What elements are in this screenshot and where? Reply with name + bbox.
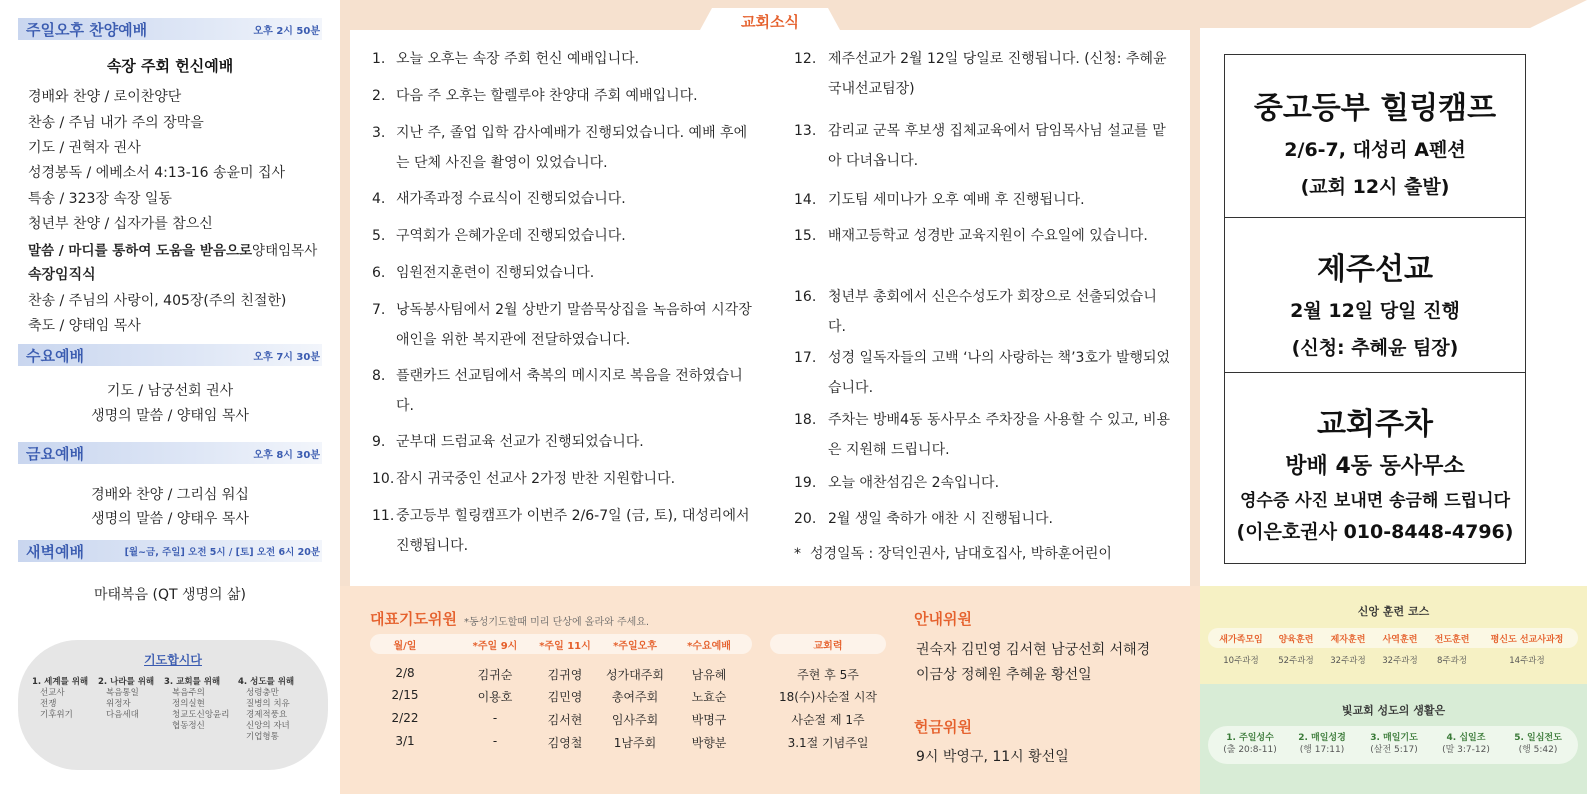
order-line: 찬송 / 주님 내가 주의 장막을 (28, 115, 204, 131)
guides-title: 안내위원 (914, 610, 972, 628)
news-item (372, 81, 752, 111)
life-ref: (말 3:7-12) (1442, 745, 1490, 755)
life-item (1358, 732, 1430, 756)
news-text: 군부대 드럼교육 선교가 진행되었습니다. (396, 434, 644, 450)
wednesday-line: 생명의 말씀 / 양태임 목사 (91, 408, 249, 424)
sunday-subtitle: 속장 주회 헌신예배 (106, 57, 234, 75)
notice-column (1200, 0, 1587, 586)
news-text: 성경 일독자들의 고백 ‘나의 사랑하는 책’3호가 발행되었습니다. (828, 350, 1171, 396)
prayer-column-head: 4. 성도를 위해 (238, 677, 295, 687)
news-num: 13. (794, 123, 817, 139)
sermon-title: 말씀 / 마디를 통하여 도움을 받음으로 (28, 243, 253, 259)
training-course-section (1200, 586, 1587, 684)
news-item (794, 116, 1174, 176)
life-name: 2. 매일성경 (1298, 733, 1346, 743)
news-item (372, 118, 752, 178)
life-ref: (살전 5:17) (1370, 745, 1418, 755)
news-text: 주차는 방배4동 동사무소 주차장을 사용할 수 있고, 비용은 지원해 드립니다. (828, 412, 1171, 458)
sermon-line (28, 239, 317, 259)
prayer-item: 성령충만 (246, 688, 279, 698)
news-num: 5. (372, 228, 386, 244)
news-title: 교회소식 (741, 13, 799, 31)
prayer-item: 경제적풍요 (246, 710, 288, 720)
news-text: 청년부 총회에서 신은수성도가 회장으로 선출되었습니다. (828, 289, 1157, 335)
news-item (794, 185, 1174, 215)
news-num: 20. (794, 511, 817, 527)
news-text: 플랜카드 선교팀에서 축복의 메시지로 복음을 전하였습니다. (396, 368, 743, 414)
section-header-dawn (18, 540, 322, 562)
table-cell: 총여주회 (611, 690, 659, 704)
order-line: 특송 / 323장 속장 일동 (28, 191, 172, 207)
table-cell: 2/22 (391, 711, 419, 725)
notice-parking (1225, 373, 1525, 563)
news-text: 새가족과정 수료식이 진행되었습니다. (396, 191, 626, 207)
prayer-item: 복음통일 (106, 688, 139, 698)
table-cell: 성가대주회 (606, 668, 664, 682)
member-life-section (1200, 684, 1587, 794)
section-header-friday (18, 442, 322, 464)
news-item (372, 184, 752, 214)
header-stripe (1200, 0, 1587, 28)
news-item (372, 501, 752, 561)
news-num: 19. (794, 475, 817, 491)
table-header: *수요예배 (687, 641, 731, 652)
friday-line: 생명의 말씀 / 양태우 목사 (91, 511, 249, 527)
notice-line: 2/6-7, 대성리 A펜션 (1284, 139, 1466, 161)
prayer-reps-title: 대표기도위원 (370, 610, 457, 628)
table-cell: 김귀영 (547, 668, 583, 682)
news-num: 8. (372, 368, 386, 384)
table-cell: 박명구 (691, 713, 727, 727)
table-header: *주일오후 (613, 641, 657, 652)
news-text: 중고등부 힐링캠프가 이번주 2/6-7일 (금, 토), 대성리에서 진행됩니다. (396, 508, 750, 554)
prayer-column (164, 677, 229, 732)
news-num: 7. (372, 302, 386, 318)
table-cell: 김귀순 (477, 668, 513, 682)
section-header-wednesday (18, 344, 322, 366)
order-line: 기도 / 권혁자 권사 (28, 140, 141, 156)
prayer-column (98, 677, 154, 721)
news-item (794, 468, 1174, 498)
life-ref: (행 5:42) (1518, 745, 1558, 755)
course-duration: 10주과정 (1223, 656, 1259, 666)
order-line: 찬송 / 주님의 사랑이, 405장(주의 친절한) (28, 293, 287, 309)
order-line: 성경봉독 / 에베소서 4:13-16 송윤미 집사 (28, 165, 286, 181)
table-cell: 사순절 제 1주 (791, 713, 865, 727)
table-cell: 박향분 (691, 736, 727, 750)
course-name: 사역훈련 (1382, 635, 1418, 645)
news-num: 14. (794, 192, 817, 208)
guides-line: 이금상 정혜원 추혜윤 황선일 (916, 667, 1092, 683)
prayer-topics-box (18, 640, 328, 770)
sermon-preacher: 양태임목사 (252, 243, 318, 259)
table-cell: 2/15 (391, 688, 419, 702)
table-cell: 3.1절 기념주일 (787, 736, 869, 750)
order-line: 축도 / 양태임 목사 (28, 318, 141, 334)
section-time: 오후 2시 50분 (253, 26, 320, 37)
life-item (1286, 732, 1358, 756)
news-item (372, 258, 752, 288)
notice-camp (1225, 55, 1525, 218)
news-text: 제주선교가 2월 12일 당일로 진행됩니다. (신청: 추혜윤 국내선교팀장) (828, 51, 1167, 97)
section-title: 새벽예배 (26, 543, 84, 561)
course-duration: 52주과정 (1278, 656, 1314, 666)
order-line: 경배와 찬양 / 로이찬양단 (28, 89, 182, 105)
news-num: 17. (794, 350, 817, 366)
life-ref: (출 20:8-11) (1223, 745, 1277, 755)
friday-line: 경배와 찬양 / 그리심 워십 (91, 487, 249, 503)
table-header: *주일 11시 (539, 641, 591, 652)
order-line: 청년부 찬양 / 십자가를 참으신 (28, 216, 213, 232)
prayer-item: 다음세대 (106, 710, 139, 720)
notice-heading: 교회주차 (1317, 407, 1433, 442)
news-text: 지난 주, 졸업 입학 감사예배가 진행되었습니다. 예배 후에는 단체 사진을 촬영이 있었습니다. (396, 125, 748, 171)
notice-line: (교회 12시 출발) (1300, 176, 1450, 198)
notice-line: 2월 12일 당일 진행 (1290, 300, 1460, 322)
course-duration: 8주과정 (1436, 656, 1468, 666)
prayer-reps-note: *동성기도할때 미리 단상에 올라와 주세요. (464, 617, 650, 628)
course-duration: 32주과정 (1382, 656, 1418, 666)
table-cell: 김민영 (547, 690, 583, 704)
section-time: 오후 8시 30분 (253, 450, 320, 461)
news-item (372, 361, 752, 421)
prayer-item: 신앙의 자녀 (246, 721, 290, 731)
table-header: 교회력 (813, 641, 843, 652)
news-text: 감리교 군목 후보생 집체교육에서 담임목사님 설교를 맡아 다녀옵니다. (828, 123, 1166, 169)
news-num: 4. (372, 191, 386, 207)
prayer-item: 복음주의 (172, 688, 205, 698)
table-header: 월/일 (393, 641, 417, 652)
news-text: 구역회가 은혜가운데 진행되었습니다. (396, 228, 626, 244)
section-header-sunday (18, 18, 322, 40)
life-item (1430, 732, 1502, 756)
prayer-item: 청교도신앙윤리 (172, 710, 230, 720)
section-title: 주일오후 찬양예배 (26, 21, 148, 39)
news-num: 3. (372, 125, 386, 141)
prayer-item: 전쟁 (40, 699, 57, 709)
news-num: 15. (794, 228, 817, 244)
table-cell: 3/1 (395, 734, 415, 748)
news-num: 18. (794, 412, 817, 428)
news-num: 10. (372, 471, 395, 487)
notice-heading: 제주선교 (1317, 252, 1433, 287)
life-title: 빛교회 성도의 생활은 (1341, 704, 1446, 717)
life-name: 4. 십일조 (1446, 733, 1486, 743)
table-cell: 1남주회 (613, 736, 657, 750)
prayer-column-head: 1. 세계를 위해 (32, 677, 89, 687)
news-num: 9. (372, 434, 386, 450)
table-header: *주일 9시 (472, 641, 518, 652)
course-duration: 14주과정 (1509, 656, 1545, 666)
news-item (372, 295, 752, 355)
news-num: 2. (372, 88, 386, 104)
news-num: 1. (372, 51, 386, 67)
prayer-column (238, 677, 294, 743)
training-title: 신앙 훈련 코스 (1357, 605, 1430, 618)
dawn-line: 마태복음 (QT 생명의 삶) (93, 587, 247, 603)
course-name: 양육훈련 (1278, 635, 1314, 645)
offering-line: 9시 박영구, 11시 황선일 (916, 749, 1069, 765)
news-item (794, 221, 1174, 251)
news-num: 6. (372, 265, 386, 281)
course-name: 전도훈련 (1434, 635, 1470, 645)
prayer-item: 정의실현 (172, 699, 205, 709)
table-cell: 18(수)사순절 시작 (779, 690, 877, 704)
notice-line: (신청: 추혜윤 팀장) (1291, 337, 1459, 359)
news-num: 12. (794, 51, 817, 67)
section-title: 수요예배 (26, 347, 84, 365)
ceremony-line: 속장임직식 (28, 267, 96, 283)
table-cell: - (492, 711, 498, 725)
news-text: 임원전지훈련이 진행되었습니다. (396, 265, 595, 281)
prayer-item: 질병의 치유 (246, 699, 290, 709)
life-name: 3. 매일기도 (1370, 733, 1418, 743)
table-cell: 2/8 (395, 666, 415, 680)
prayer-item: 협동정신 (172, 721, 205, 731)
wednesday-line: 기도 / 남궁선회 권사 (106, 383, 234, 399)
course-duration: 32주과정 (1330, 656, 1366, 666)
table-cell: 노효순 (691, 690, 727, 704)
news-item (794, 343, 1174, 403)
notice-heading: 중고등부 힐링캠프 (1253, 91, 1497, 126)
course-name: 평신도 선교사과정 (1490, 635, 1564, 645)
table-cell: 이용호 (477, 690, 513, 704)
news-item (372, 44, 752, 74)
prayer-title: 기도합시다 (144, 653, 202, 667)
news-text: 오늘 애찬섬김은 2속입니다. (828, 475, 1000, 491)
news-panel (350, 30, 1190, 586)
notice-jeju (1225, 218, 1525, 373)
table-cell: - (492, 734, 498, 748)
news-text: 배재고등학교 성경반 교육지원이 수요일에 있습니다. (828, 228, 1148, 244)
news-title-tab (700, 8, 840, 30)
news-item (372, 221, 752, 251)
notice-line: 영수증 사진 보내면 송금해 드립니다 (1239, 491, 1510, 511)
committee-section (340, 586, 1200, 794)
table-cell: 남유혜 (691, 668, 727, 682)
news-item (372, 464, 752, 494)
course-name: 제자훈련 (1330, 635, 1366, 645)
news-text: 오늘 오후는 속장 주회 헌신 예배입니다. (396, 51, 640, 67)
life-ref: (행 17:11) (1299, 745, 1345, 755)
life-item (1502, 732, 1574, 756)
table-cell: 임사주회 (611, 713, 659, 727)
notice-box (1224, 54, 1526, 564)
prayer-column-head: 3. 교회를 위해 (164, 677, 221, 687)
prayer-column (32, 677, 88, 721)
prayer-item: 위정자 (106, 699, 131, 709)
news-text: 잠시 귀국중인 선교사 2가정 반찬 지원합니다. (396, 471, 676, 487)
prayer-item: 기후위기 (40, 710, 73, 720)
section-time: [월~금, 주일] 오전 5시 / [토] 오전 6시 20분 (124, 547, 320, 558)
course-name: 새가족모임 (1219, 635, 1263, 645)
table-cell: 김영철 (547, 736, 583, 750)
news-item (794, 405, 1174, 465)
life-name: 1. 주일성수 (1226, 733, 1274, 743)
news-text: 다음 주 오후는 할렐루야 찬양대 주회 예배입니다. (396, 88, 698, 104)
life-name: 5. 일심전도 (1514, 733, 1562, 743)
news-item (794, 539, 1174, 569)
table-cell: 김서현 (547, 713, 583, 727)
worship-order-column (0, 0, 340, 794)
section-title: 금요예배 (26, 445, 84, 463)
news-text: 2월 생일 축하가 애찬 시 진행됩니다. (828, 511, 1053, 527)
news-text: 성경일독 : 장덕인권사, 남대호집사, 박하훈어린이 (810, 546, 1112, 562)
news-text: 기도팀 세미나가 오후 예배 후 진행됩니다. (828, 192, 1085, 208)
news-text: 낭독봉사팀에서 2월 상반기 말씀묵상집을 녹음하여 시각장애인을 위한 복지관에 전달하였습니다. (396, 302, 752, 348)
prayer-item: 기업형통 (246, 732, 279, 742)
life-item (1214, 732, 1286, 756)
news-num: 11. (372, 508, 395, 524)
news-item (372, 427, 752, 457)
prayer-column-head: 2. 나라를 위해 (98, 677, 155, 687)
section-time: 오후 7시 30분 (253, 352, 320, 363)
news-num: * (794, 546, 801, 562)
guides-line: 권숙자 김민영 김서현 남궁선회 서해경 (916, 642, 1151, 658)
news-item (794, 504, 1174, 534)
news-item (794, 282, 1174, 342)
news-item (794, 44, 1174, 104)
table-cell: 주현 후 5주 (797, 668, 859, 682)
notice-line: (이은호권사 010-8448-4796) (1236, 521, 1514, 543)
church-news-section (340, 0, 1200, 586)
prayer-item: 선교사 (40, 688, 65, 698)
offering-title: 헌금위원 (914, 718, 972, 736)
notice-line: 방배 4동 동사무소 (1285, 454, 1465, 479)
news-num: 16. (794, 289, 817, 305)
